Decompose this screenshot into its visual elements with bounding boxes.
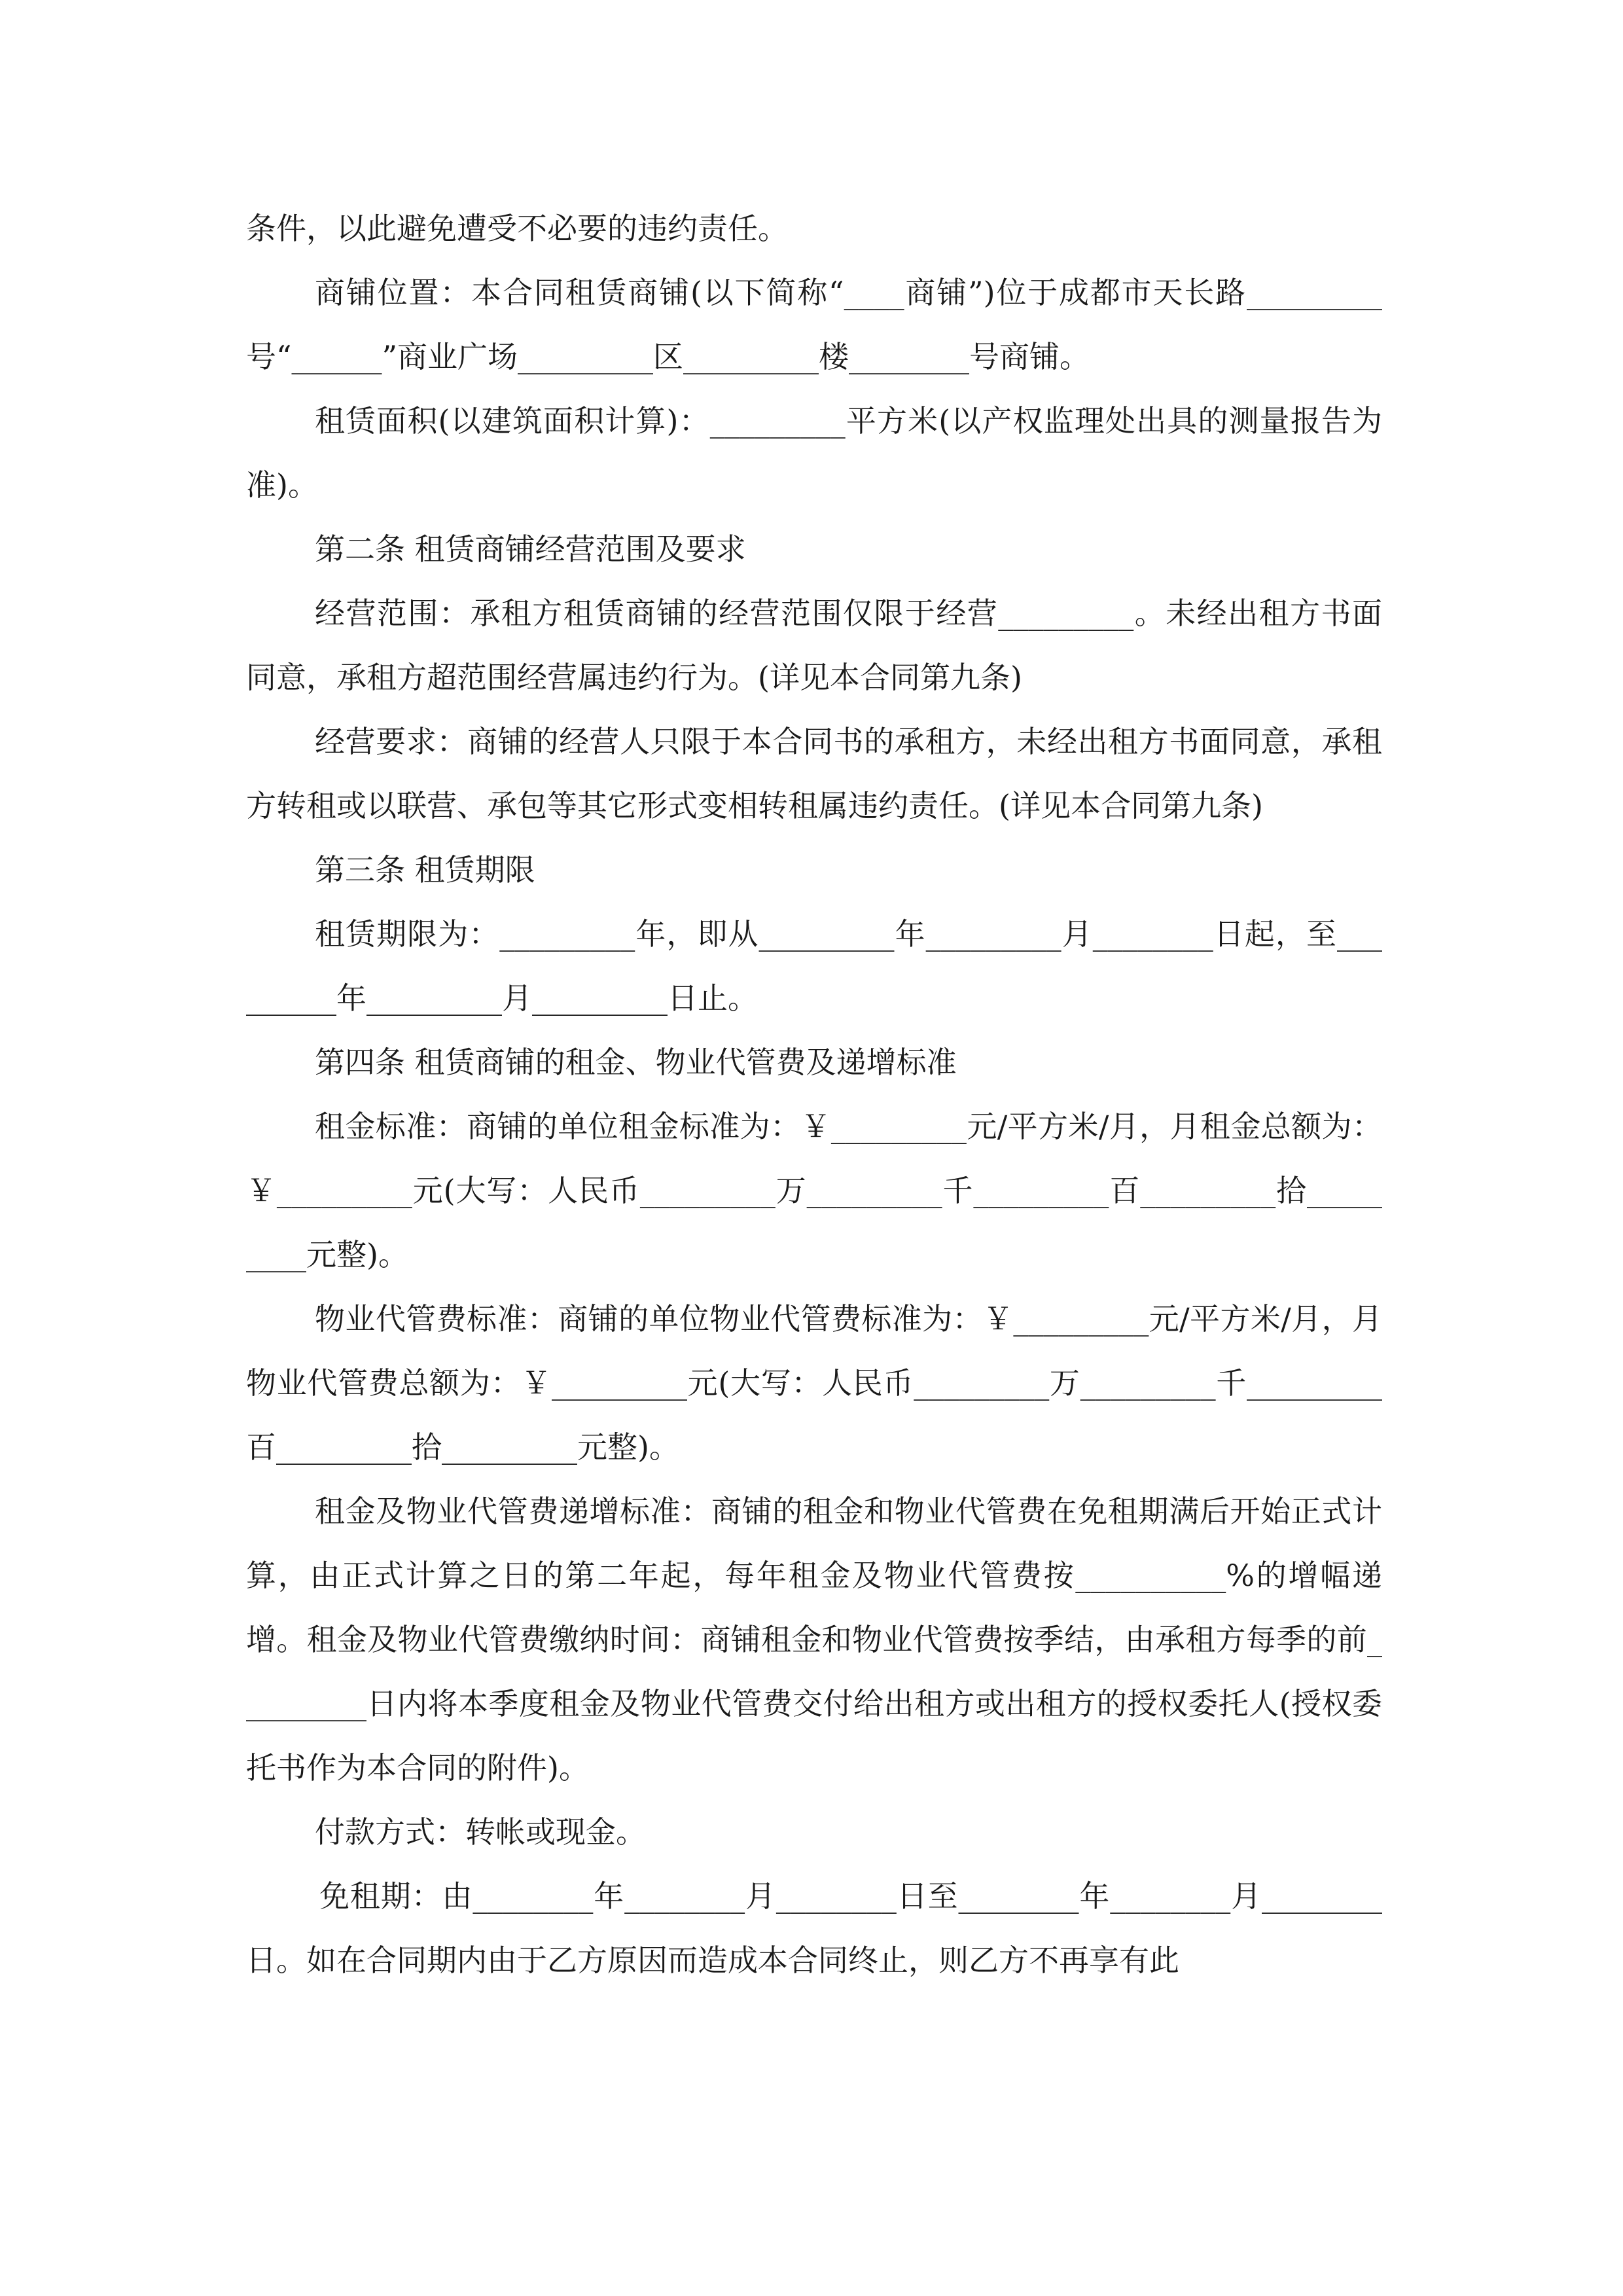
article-4-heading: 第四条 租赁商铺的租金、物业代管费及递增标准 (315, 1045, 957, 1080)
paragraph-payment-method: 付款方式：转帐或现金。 (315, 1814, 646, 1850)
paragraph-increment-and-payment-time: 租金及物业代管费递增标准：商铺的租金和物业代管费在免租期满后开始正式计算，由正式计算之日的第二年起，每年租金及物业代管费按__________%的增幅递增。租金及物业代管费缴纳时间：商铺租金和物业代管费按季结，由承租方每季的前_________日内将本季度租金及物业代管费交付给出租方或出租方的授权委托人(授权委托书作为本合同的附件)。 (246, 1494, 1382, 1785)
article-2-heading: 第二条 租赁商铺经营范围及要求 (315, 531, 746, 567)
article-3-heading: 第三条 租赁期限 (315, 852, 535, 888)
paragraph-rent-free-period: 免租期：由________年________月________日至________年________月________日。如在合同期内由于乙方原因而造成本合同终止，则乙方不再享有此 (246, 1878, 1382, 1978)
paragraph-business-scope: 经营范围：承租方租赁商铺的经营范围仅限于经营_________。未经出租方书面同意，承租方超范围经营属违约行为。(详见本合同第九条) (246, 596, 1382, 695)
paragraph-business-requirements: 经营要求：商铺的经营人只限于本合同书的承租方，未经出租方书面同意，承租方转租或以联营、承包等其它形式变相转租属违约责任。(详见本合同第九条) (246, 724, 1382, 823)
paragraph-continuation: 条件，以此避免遭受不必要的违约责任。 (246, 211, 788, 246)
paragraph-rent-standard: 租金标准：商铺的单位租金标准为：￥_________元/平方米/月，月租金总额为：￥_________元(大写：人民币_________万_________千_________百_________拾_________元整)。 (246, 1109, 1382, 1272)
paragraph-property-fee-standard: 物业代管费标准：商铺的单位物业代管费标准为：￥_________元/平方米/月，月物业代管费总额为：￥_________元(大写：人民币_________万_________千_________百_________拾_________元整)。 (246, 1301, 1382, 1465)
paragraph-lease-term: 租赁期限为：_________年，即从_________年_________月________日起，至_________年_________月_________日止。 (246, 916, 1382, 1016)
paragraph-lease-area: 租赁面积(以建筑面积计算)：_________平方米(以产权监理处出具的测量报告为准)。 (246, 403, 1382, 503)
paragraph-shop-location: 商铺位置：本合同租赁商铺(以下简称“____商铺”)位于成都市天长路_________号“______”商业广场_________区_________楼________号商铺。 (246, 275, 1382, 374)
document-page (246, 196, 1382, 1992)
